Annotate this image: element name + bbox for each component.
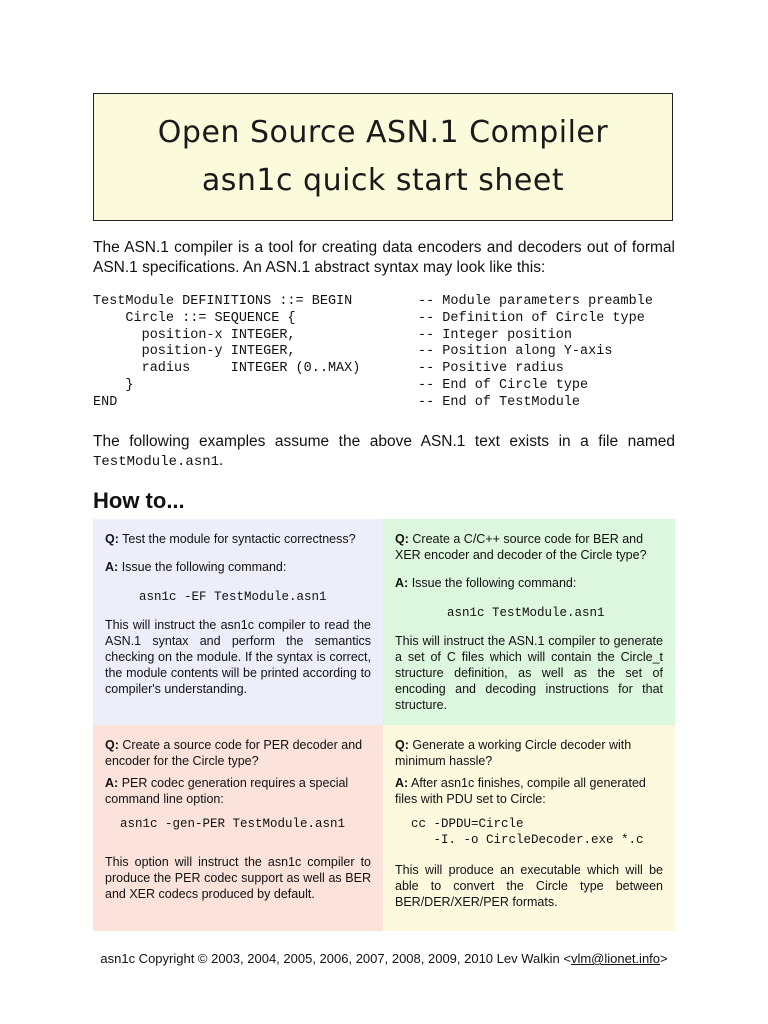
code-line [93,328,675,345]
question-text: Create a C/C++ source code for BER and XER encoder and decoder of the Circle type? [395,532,647,562]
answer-text: Issue the following command: [411,576,577,590]
code-line [93,311,675,328]
code-line [93,294,675,311]
title-line-2: asn1c quick start sheet [201,163,565,198]
howto-cell-syntax-check [93,519,383,725]
code-line [93,344,675,361]
code-comment: -- End of TestModule [418,394,581,410]
question-label: Q: [395,738,409,752]
answer-label: A: [105,560,119,574]
title-box [93,93,673,221]
answer [395,575,663,591]
howto-cell-ber-xer [383,519,675,725]
question [105,737,371,769]
code-text: } [93,377,134,393]
command: asn1c TestModule.asn1 [447,606,605,620]
answer [105,775,371,807]
question-label: Q: [105,738,119,752]
question [105,531,371,547]
code-text: position-y INTEGER, [93,344,296,360]
howto-cell-decoder [383,725,675,931]
answer-label: A: [105,776,119,790]
code-text: END [93,394,118,410]
question-label: Q: [395,532,409,546]
code-line [93,378,675,395]
code-comment: -- Module parameters preamble [418,294,653,309]
answer [395,775,663,807]
question [395,737,663,769]
description: This will instruct the asn1c compiler to read the ASN.1 syntax and perform the semantics checking on the module. If the syntax is correct, the module contents will be printed according to compiler's understanding. [105,618,371,696]
assumption-end: . [219,452,224,469]
question-text: Generate a working Circle decoder with minimum hassle? [395,738,632,768]
intro-paragraph: The ASN.1 compiler is a tool for creating data encoders and decoders out of formal ASN.1 specifications. An ASN.1 abstract syntax may look like this: [93,239,675,276]
answer-label: A: [395,576,409,590]
command: asn1c -EF TestModule.asn1 [139,590,327,604]
description: This will produce an executable which will be able to convert the Circle type between BER/DER/XER/PER formats. [395,863,663,909]
question [395,531,663,563]
description: This option will instruct the asn1c compiler to produce the PER codec support as well as BER and XER codecs produced by default. [105,855,371,901]
code-comment: -- End of Circle type [418,377,589,393]
howto-grid [93,519,675,931]
copyright-end: > [660,951,668,966]
filename: TestModule.asn1 [93,454,220,470]
answer-text: Issue the following command: [121,560,287,574]
assumption-text: The following examples assume the above ASN.1 text exists in a file named [93,433,675,450]
code-text: radius INTEGER (0..MAX) [93,361,361,377]
assumption-paragraph [93,432,675,472]
answer-label: A: [395,776,409,790]
howto-heading: How to... [93,488,185,513]
code-comment: -- Positive radius [418,361,564,377]
question-label: Q: [105,532,119,546]
title-line-1: Open Source ASN.1 Compiler [157,115,609,150]
answer [105,559,371,575]
description: This will instruct the ASN.1 compiler to generate a set of C files which will contain the Circle_t structure definition, as well as the set of encoding and decoding instructions for that structure. [395,634,663,712]
code-comment: -- Definition of Circle type [418,310,645,326]
code-text: TestModule DEFINITIONS ::= BEGIN [93,294,353,309]
question-text: Test the module for syntactic correctness? [122,532,356,546]
asn1-code-block [93,294,675,412]
code-comment: -- Integer position [418,327,572,343]
command: asn1c -gen-PER TestModule.asn1 [120,817,346,831]
question-text: Create a source code for PER decoder and encoder for the Circle type? [105,738,363,768]
howto-cell-per [93,725,383,931]
command: cc -DPDU=Circle -I. -o CircleDecoder.exe *.c [411,817,644,847]
answer-text: PER codec generation requires a special command line option: [105,776,349,806]
footer [0,950,768,968]
code-comment: -- Position along Y-axis [418,344,613,360]
answer-text: After asn1c finishes, compile all generated files with PDU set to Circle: [395,776,646,806]
email-link[interactable]: vlm@lionet.info [570,951,661,966]
copyright-text: asn1c Copyright © 2003, 2004, 2005, 2006, 2007, 2008, 2009, 2010 Lev Walkin < [100,951,571,966]
code-line [93,395,675,412]
code-line [93,361,675,378]
code-text: Circle ::= SEQUENCE { [93,310,296,326]
code-text: position-x INTEGER, [93,327,296,343]
